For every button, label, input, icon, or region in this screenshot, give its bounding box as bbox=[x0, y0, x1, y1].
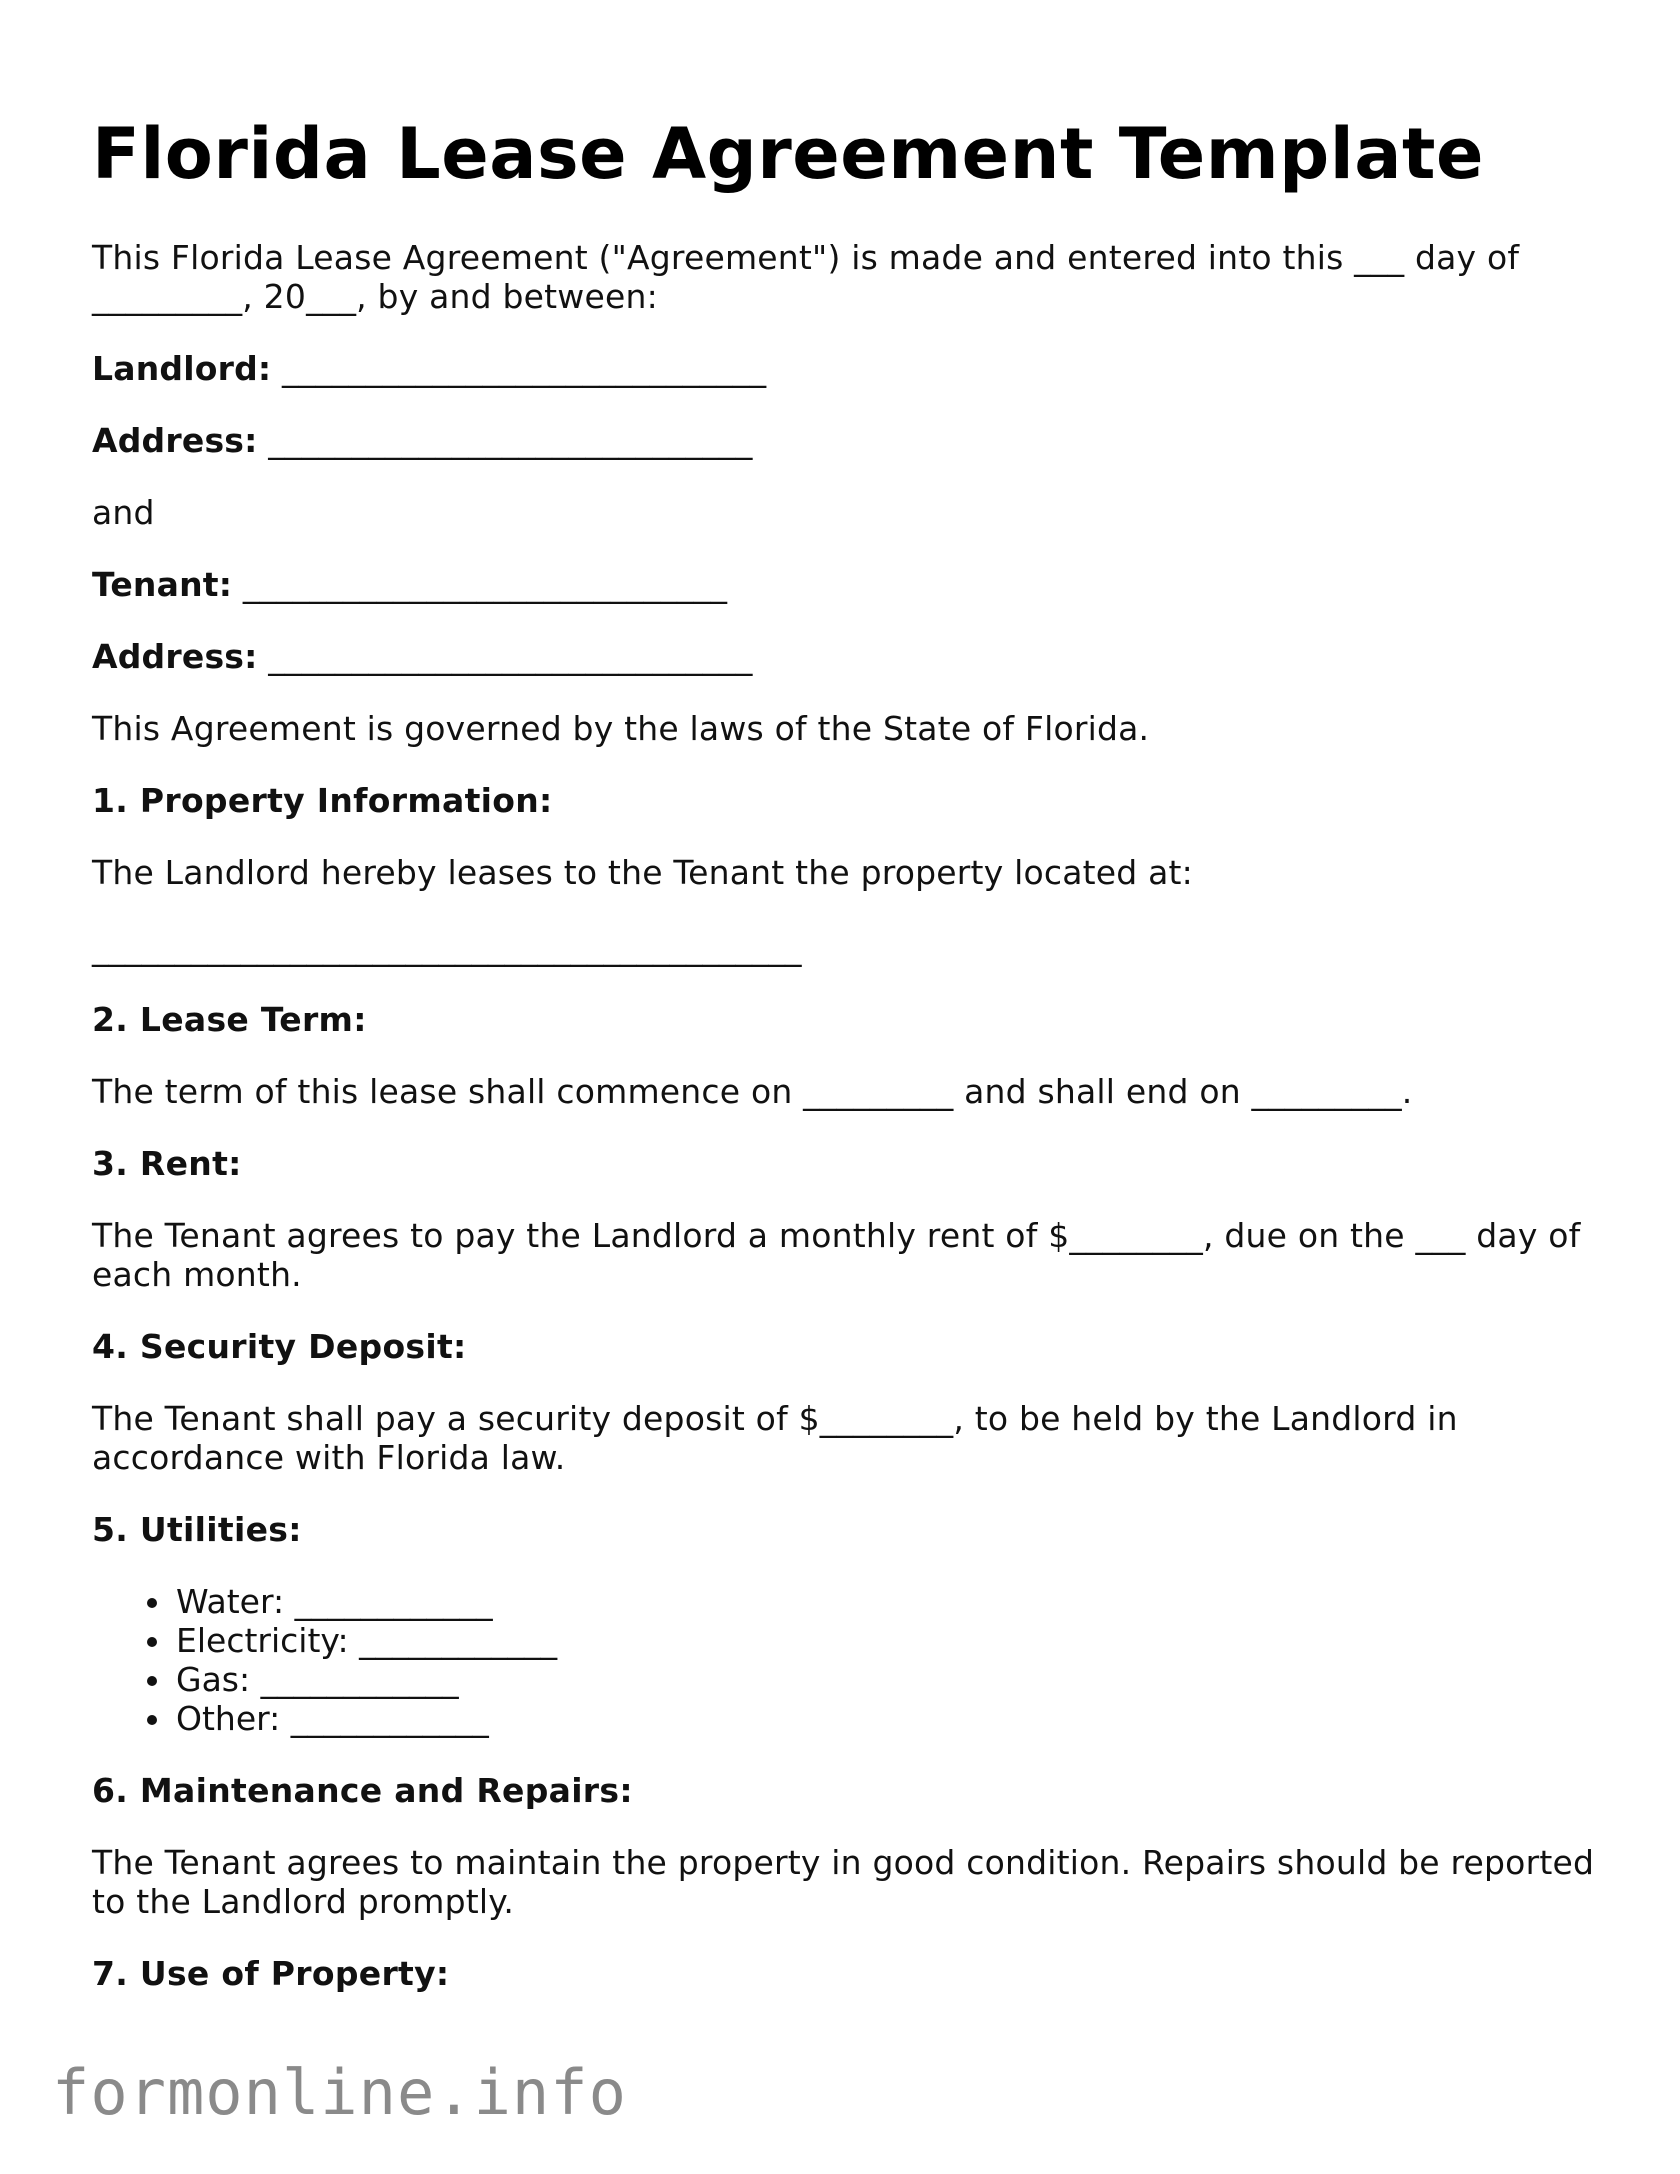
section-heading-security-deposit: 4. Security Deposit: bbox=[92, 1327, 467, 1366]
list-item: • Electricity: ____________ bbox=[174, 1621, 1612, 1660]
and-text: and bbox=[92, 493, 155, 532]
intro-paragraph: This Florida Lease Agreement ("Agreement") is made and entered into this ___ day of _________, 20___, by and between: bbox=[92, 238, 1520, 316]
landlord-line bbox=[92, 349, 1612, 388]
list-item: • Water: ____________ bbox=[174, 1582, 1612, 1621]
landlord-label: Landlord: bbox=[92, 349, 272, 388]
governing-law-text: This Agreement is governed by the laws of the State of Florida. bbox=[92, 709, 1150, 748]
section-heading-property: 1. Property Information: bbox=[92, 781, 553, 820]
section-heading-rent: 3. Rent: bbox=[92, 1144, 242, 1183]
landlord-address-blank: _____________________________ bbox=[268, 421, 753, 460]
property-text: The Landlord hereby leases to the Tenant the property located at: bbox=[92, 853, 1194, 892]
rent-text: The Tenant agrees to pay the Landlord a monthly rent of $________, due on the ___ day of each month. bbox=[92, 1216, 1581, 1294]
section-heading-utilities: 5. Utilities: bbox=[92, 1510, 302, 1549]
list-item: • Gas: ____________ bbox=[174, 1660, 1612, 1699]
section-heading-use-of-property: 7. Use of Property: bbox=[92, 1954, 450, 1993]
tenant-address-line bbox=[92, 637, 1612, 676]
section-heading-lease-term: 2. Lease Term: bbox=[92, 1000, 367, 1039]
watermark-text: formonline.info bbox=[52, 2056, 627, 2129]
document-page bbox=[92, 112, 1612, 2026]
utilities-list bbox=[92, 1582, 1612, 1738]
maintenance-text: The Tenant agrees to maintain the property in good condition. Repairs should be reported to the Landlord promptly. bbox=[92, 1843, 1595, 1921]
tenant-label: Tenant: bbox=[92, 565, 233, 604]
tenant-line bbox=[92, 565, 1612, 604]
lease-term-text: The term of this lease shall commence on _________ and shall end on _________. bbox=[92, 1072, 1413, 1111]
list-item: • Other: ____________ bbox=[174, 1699, 1612, 1738]
property-address-blank: ___________________________________________ bbox=[92, 928, 802, 967]
tenant-address-blank: _____________________________ bbox=[268, 637, 753, 676]
tenant-address-label: Address: bbox=[92, 637, 258, 676]
section-heading-maintenance: 6. Maintenance and Repairs: bbox=[92, 1771, 633, 1810]
tenant-blank: _____________________________ bbox=[242, 565, 728, 604]
landlord-address-line bbox=[92, 421, 1612, 460]
page-title: Florida Lease Agreement Template bbox=[92, 113, 1484, 195]
landlord-blank: _____________________________ bbox=[282, 349, 767, 388]
landlord-address-label: Address: bbox=[92, 421, 258, 460]
security-deposit-text: The Tenant shall pay a security deposit of $________, to be held by the Landlord in accordance with Florida law. bbox=[92, 1399, 1458, 1477]
